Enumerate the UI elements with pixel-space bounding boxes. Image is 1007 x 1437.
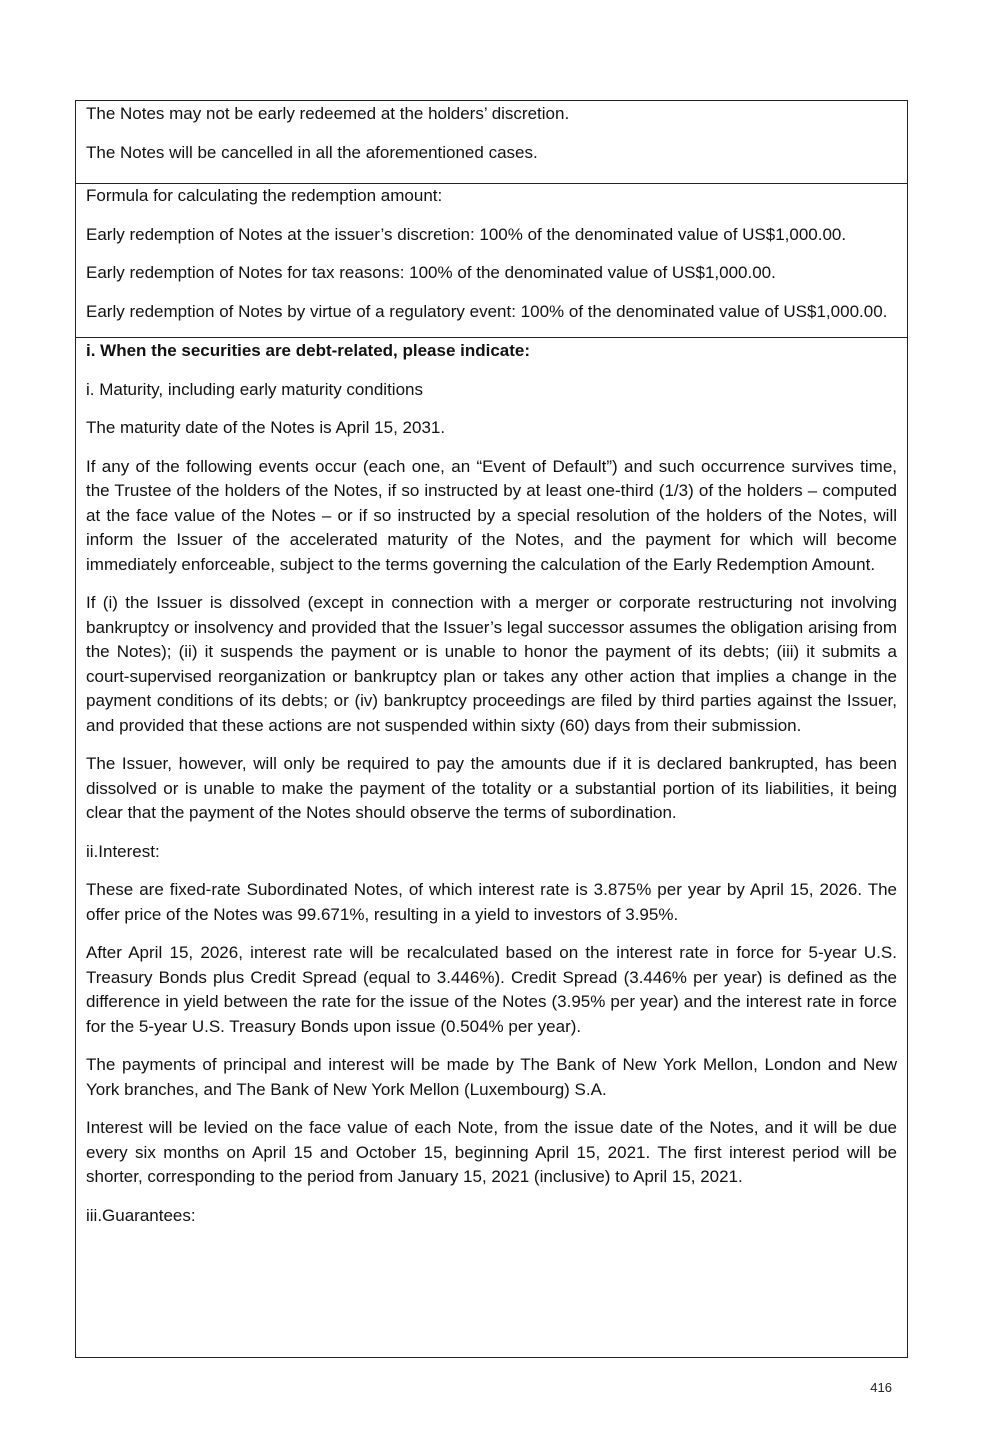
paragraph: Formula for calculating the redemption amount: [86,186,443,205]
paragraph: Early redemption of Notes by virtue of a regulatory event: 100% of the denominated value of US$1,000.00. [86,301,888,321]
table-row-redemption-discretion [76,101,907,183]
paragraph: Interest will be levied on the face value of each Note, from the issue date of the Notes, and it will be due every six months on April 15 and October 15, beginning April 15, 2021. The first interest period will be shorter, corresponding to the period from January 15, 2021 (inclusive) to April 15, 2021. [86,1118,897,1186]
document-table [75,100,908,1358]
paragraph: Early redemption of Notes at the issuer’s discretion: 100% of the denominated value of US$1,000.00. [86,224,847,244]
paragraph: The Notes may not be early redeemed at the holders’ discretion. [86,104,570,123]
paragraph: The Issuer, however, will only be required to pay the amounts due if it is declared bankrupted, has been dissolved or is unable to make the payment of the totality or a substantial portion of its liabilities, it being clear that the payment of the Notes should observe the terms of subordination. [86,754,897,822]
paragraph: The payments of principal and interest will be made by The Bank of New York Mellon, London and New York branches, and The Bank of New York Mellon (Luxembourg) S.A. [86,1055,897,1099]
page-number: 416 [870,1380,892,1395]
table-row-redemption-formula [76,183,907,337]
paragraph: These are fixed-rate Subordinated Notes, of which interest rate is 3.875% per year by April 15, 2026. The offer price of the Notes was 99.671%, resulting in a yield to investors of 3.95%. [86,880,897,924]
paragraph: If (i) the Issuer is dissolved (except in connection with a merger or corporate restructuring not involving bankruptcy or insolvency and provided that the Issuer’s legal successor assumes the obligation arising from the Notes); (ii) it suspends the payment or is unable to honor the payment of its debts; (iii) it submits a court-supervised reorganization or bankruptcy plan or takes any other action that implies a change in the payment conditions of its debts; or (iv) bankruptcy proceedings are filed by third parties against the Issuer, and provided that these actions are not suspended within sixty (60) days from their submission. [86,593,897,735]
paragraph: The Notes will be cancelled in all the aforementioned cases. [86,142,538,162]
table-row-debt-securities [76,337,907,1357]
paragraph: The maturity date of the Notes is April 15, 2031. [86,418,446,437]
section-heading: i. When the securities are debt-related, please indicate: [86,341,531,360]
paragraph: If any of the following events occur (each one, an “Event of Default”) and such occurrence survives time, the Trustee of the holders of the Notes, if so instructed by at least one-third (1/3) of the holders – computed at the face value of the Notes – or if so instructed by a special resolution of the holders of the Notes, will inform the Issuer of the accelerated maturity of the Notes, and the payment for which will become immediately enforceable, subject to the terms governing the calculation of the Early Redemption Amount. [86,456,897,574]
paragraph: iii.Guarantees: [86,1205,196,1225]
paragraph: i. Maturity, including early maturity conditions [86,379,423,399]
paragraph: After April 15, 2026, interest rate will be recalculated based on the interest rate in force for 5-year U.S. Treasury Bonds plus Credit Spread (equal to 3.446%). Credit Spread (3.446% per year) is defined as the difference in yield between the rate for the issue of the Notes (3.95% per year) and the interest rate in force for the 5-year U.S. Treasury Bonds upon issue (0.504% per year). [86,943,897,1036]
paragraph: ii.Interest: [86,841,160,861]
paragraph: Early redemption of Notes for tax reasons: 100% of the denominated value of US$1,000.00. [86,263,776,282]
